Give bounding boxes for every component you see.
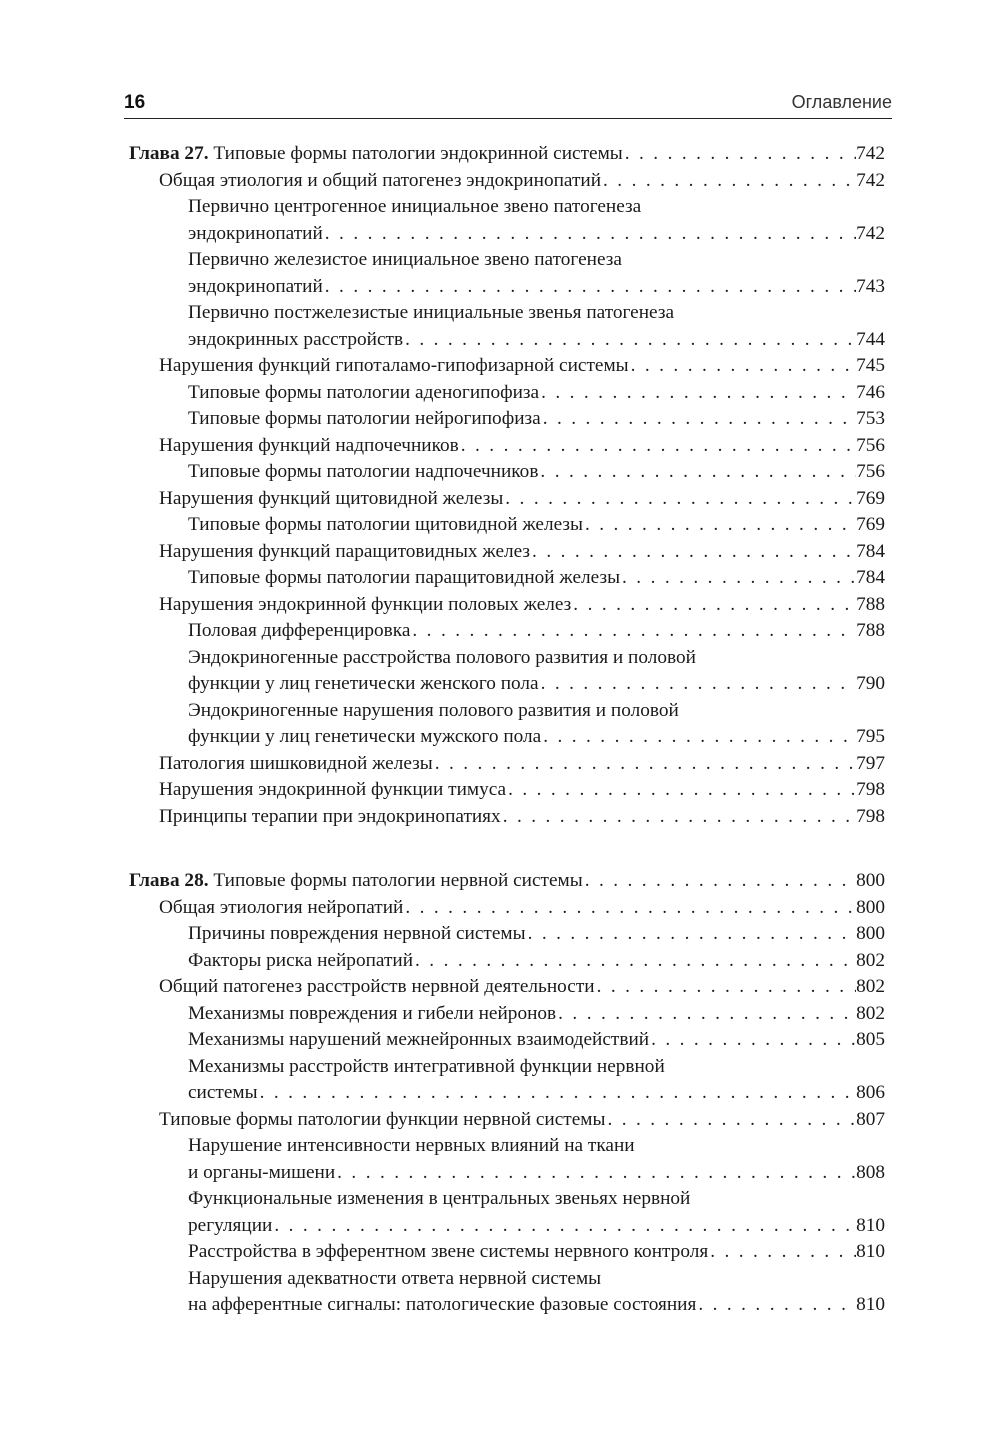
dot-leader: [323, 274, 856, 301]
page-ref: 802: [856, 976, 885, 997]
toc-entry: [129, 565, 885, 592]
page-ref: 800: [856, 923, 885, 944]
dot-leader: [526, 921, 857, 948]
toc-entry: [129, 1186, 885, 1239]
toc-entry: [129, 353, 885, 380]
chapter-label: Глава 28.: [129, 870, 209, 891]
dot-leader: [323, 221, 856, 248]
page-ref: 805: [856, 1029, 885, 1050]
entry-title-line1: Нарушения адекватности ответа нервной системы: [188, 1267, 602, 1289]
toc-entry: [129, 194, 885, 247]
page-ref: 742: [856, 222, 885, 244]
entry-title: Нарушения функций паращитовидных желез: [159, 540, 531, 562]
page-ref: 756: [856, 434, 885, 456]
page-ref: 790: [856, 673, 885, 694]
page-ref: 742: [856, 143, 885, 164]
toc-entry: [129, 459, 885, 486]
page-ref: 746: [856, 381, 885, 403]
entry-title: Общая этиология нейропатий: [159, 896, 404, 918]
dot-leader: [541, 406, 856, 433]
dot-leader: [272, 1213, 856, 1240]
page-ref: 769: [856, 514, 885, 535]
toc-entry: [129, 168, 885, 195]
page-ref: 798: [856, 779, 885, 800]
page-ref: 753: [856, 408, 885, 429]
chapter-title: Типовые формы патологии эндокринной системы: [213, 143, 623, 164]
dot-leader: [501, 804, 856, 831]
running-title: Оглавление: [791, 92, 892, 112]
dot-leader: [541, 724, 856, 751]
page-ref: 797: [856, 752, 885, 774]
entry-title: Нарушения функций надпочечников: [159, 434, 459, 456]
toc-entry: [129, 751, 885, 778]
entry-title: Типовые формы патологии аденогипофиза: [188, 381, 540, 403]
chapter-title: Типовые формы патологии нервной системы: [213, 870, 583, 891]
toc-entry: [129, 1054, 885, 1107]
dot-leader: [583, 512, 856, 539]
dot-leader: [530, 539, 856, 566]
entry-title: Общий патогенез расстройств нервной деятельности: [159, 976, 595, 997]
toc-chapter-27: [129, 141, 885, 830]
dot-leader: [413, 948, 856, 975]
toc-entry: [129, 1027, 885, 1054]
entry-title: Типовые формы патологии нейрогипофиза: [188, 408, 541, 429]
entry-title: Расстройства в эфферентном звене системы нервного контроля: [188, 1241, 709, 1262]
entry-title: Нарушения эндокринной функции половых желез: [159, 593, 572, 615]
entry-title: Общая этиология и общий патогенез эндокринопатий: [159, 169, 602, 191]
entry-title: и органы-мишени: [188, 1161, 336, 1183]
page-ref: 744: [856, 328, 885, 350]
toc-entry: [129, 247, 885, 300]
dot-leader: [459, 433, 856, 460]
page-number: 16: [124, 92, 146, 113]
page-ref: 810: [856, 1241, 885, 1262]
entry-title: Половая дифференцировка: [188, 620, 411, 641]
toc-entry: [129, 974, 885, 1001]
toc-entry: [129, 406, 885, 433]
running-header: [124, 88, 892, 119]
dot-leader: [620, 565, 856, 592]
toc-entry: [129, 921, 885, 948]
dot-leader: [539, 671, 856, 698]
page-ref: 769: [856, 487, 885, 509]
entry-title: Типовые формы патологии паращитовидной железы: [188, 567, 621, 588]
entry-title: Механизмы нарушений межнейронных взаимодействий: [188, 1029, 650, 1050]
entry-title: эндокринопатий: [188, 222, 323, 244]
dot-leader: [538, 459, 856, 486]
toc-entry: [129, 1133, 885, 1186]
entry-title: Принципы терапии при эндокринопатиях: [159, 805, 501, 827]
page-ref: 802: [856, 949, 885, 971]
page-ref: 756: [856, 461, 885, 482]
entry-title: Типовые формы патологии надпочечников: [188, 461, 539, 482]
dot-leader: [433, 751, 856, 778]
page-ref: 808: [856, 1161, 885, 1183]
entry-title: эндокринных расстройств: [188, 328, 404, 350]
page-ref: 806: [856, 1082, 885, 1103]
toc-entry: [129, 1001, 885, 1028]
page-ref: 795: [856, 726, 885, 747]
entry-title: Нарушения функций щитовидной железы: [159, 487, 504, 509]
entry-title-line1: Эндокриногенные расстройства полового развития и половой: [188, 646, 696, 668]
dot-leader: [258, 1080, 857, 1107]
dot-leader: [601, 168, 856, 195]
toc-entry: [129, 512, 885, 539]
toc-entry: [129, 486, 885, 513]
page-ref: 743: [856, 275, 885, 297]
dot-leader: [506, 777, 856, 804]
entry-title: Механизмы повреждения и гибели нейронов: [188, 1002, 557, 1024]
page-ref: 802: [856, 1002, 885, 1024]
chapter-label: Глава 27.: [129, 143, 209, 164]
toc-entry: [129, 804, 885, 831]
toc-entry: [129, 1107, 885, 1134]
toc-entry: [129, 895, 885, 922]
entry-title-line1: Первично центрогенное инициальное звено патогенеза: [188, 196, 642, 217]
toc-entry: [129, 698, 885, 751]
dot-leader: [629, 353, 856, 380]
dot-leader: [708, 1239, 856, 1266]
page-ref: 800: [856, 870, 885, 891]
dot-leader: [571, 592, 856, 619]
dot-leader: [403, 895, 856, 922]
page-ref: 784: [856, 540, 885, 562]
entry-title: функции у лиц генетически женского пола: [188, 673, 539, 694]
page-ref: 742: [856, 169, 885, 191]
page-ref: 784: [856, 567, 885, 588]
page-ref: 807: [856, 1108, 885, 1130]
entry-title: Нарушения эндокринной функции тимуса: [159, 779, 507, 800]
dot-leader: [595, 974, 857, 1001]
dot-leader: [583, 868, 856, 895]
toc-entry: [129, 618, 885, 645]
chapter-heading: [129, 141, 885, 168]
entry-title-line1: Первично железистое инициальное звено патогенеза: [188, 249, 622, 270]
page-ref: 788: [856, 620, 885, 641]
entry-title-line1: Нарушение интенсивности нервных влияний на ткани: [188, 1135, 635, 1156]
toc-entry: [129, 777, 885, 804]
dot-leader: [539, 380, 856, 407]
entry-title: Типовые формы патологии щитовидной железы: [188, 514, 583, 535]
chapter-heading: [129, 868, 885, 895]
page-ref: 745: [856, 355, 885, 376]
dot-leader: [410, 618, 856, 645]
entry-title: Типовые формы патологии функции нервной системы: [159, 1108, 606, 1130]
dot-leader: [623, 141, 856, 168]
dot-leader: [649, 1027, 856, 1054]
page-ref: 800: [856, 896, 885, 918]
dot-leader: [605, 1107, 856, 1134]
page-ref: 798: [856, 805, 885, 827]
entry-title: Нарушения функций гипоталамо-гипофизарной системы: [159, 355, 629, 376]
entry-title: Причины повреждения нервной системы: [188, 923, 526, 944]
toc-entry: [129, 380, 885, 407]
toc-chapter-28: [129, 868, 885, 1319]
toc-entry: [129, 645, 885, 698]
toc-entry: [129, 592, 885, 619]
page-ref: 810: [856, 1294, 885, 1315]
entry-title-line1: Первично постжелезистые инициальные звенья патогенеза: [188, 302, 675, 323]
dot-leader: [403, 327, 856, 354]
toc-entry: [129, 948, 885, 975]
page-ref: 810: [856, 1214, 885, 1236]
entry-title-line1: Эндокриногенные нарушения полового развития и половой: [188, 699, 679, 721]
entry-title-line1: Функциональные изменения в центральных звеньях нервной: [188, 1188, 691, 1209]
entry-title: Факторы риска нейропатий: [188, 949, 414, 971]
dot-leader: [335, 1160, 856, 1187]
entry-title: функции у лиц генетически мужского пола: [188, 726, 542, 747]
toc-entry: [129, 300, 885, 353]
entry-title: эндокринопатий: [188, 275, 323, 297]
entry-title: системы: [188, 1082, 258, 1103]
page-ref: 788: [856, 593, 885, 615]
toc-entry: [129, 433, 885, 460]
toc-entry: [129, 539, 885, 566]
entry-title: на афферентные сигналы: патологические фазовые состояния: [188, 1294, 697, 1315]
entry-title: регуляции: [188, 1214, 273, 1236]
entry-title: Патология шишковидной железы: [159, 752, 433, 774]
dot-leader: [696, 1292, 856, 1319]
dot-leader: [556, 1001, 856, 1028]
entry-title-line1: Механизмы расстройств интегративной функции нервной: [188, 1055, 665, 1077]
dot-leader: [503, 486, 856, 513]
toc-entry: [129, 1239, 885, 1266]
toc-entry: [129, 1266, 885, 1319]
